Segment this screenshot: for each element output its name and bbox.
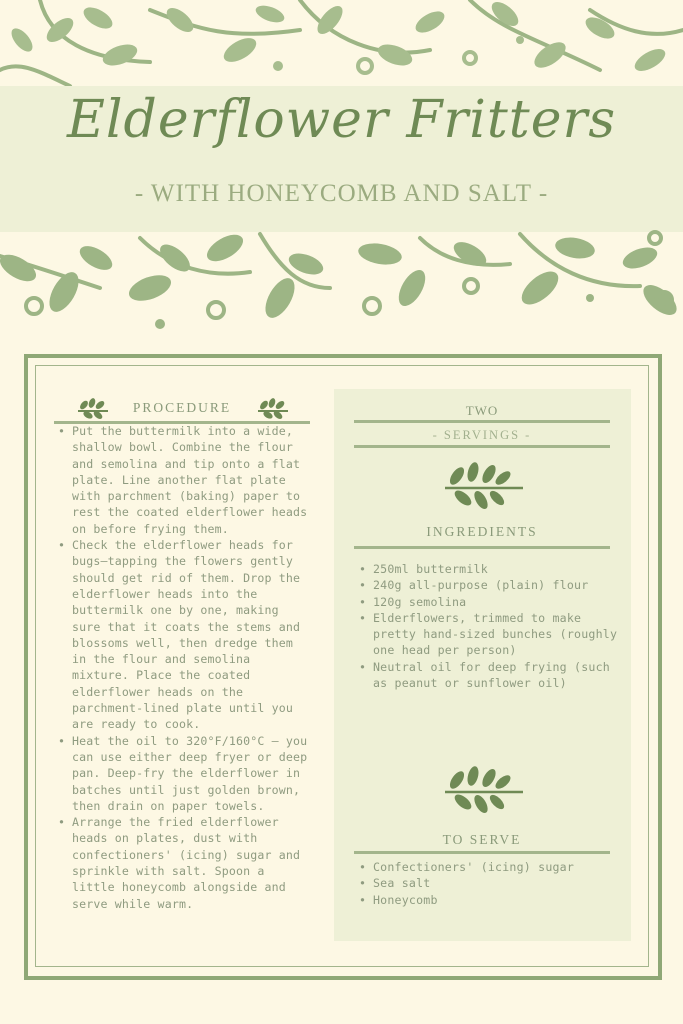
sprig-icon: [437, 456, 527, 510]
servings-count: TWO: [465, 403, 499, 418]
ingredients-divider: [354, 546, 610, 549]
servings-divider-bottom: [354, 445, 610, 448]
to-serve-item: • Sea salt: [357, 875, 619, 891]
ingredient-item: • Elderflowers, trimmed to make pretty hand-sized bunches (roughly one head per person): [357, 610, 619, 659]
ingredient-item: • 250ml buttermilk: [357, 561, 619, 577]
procedure-step: • Check the elderflower heads for bugs—tapping the flowers gently should get rid of them. Drop the elderflower heads into the buttermilk one by one, making sure that it coats the stems and blossoms well, then dredge them in the flour and semolina mixture. Place the coated elderflower heads on the parchment-lined plate until you are ready to cook.: [55, 537, 313, 733]
to-serve-heading: TO SERVE: [442, 832, 522, 847]
procedure-step: • Arrange the fried elderflower heads on plates, dust with confectioners' (icing) sugar and sprinkle with salt. Spoon a little honeycomb alongside and serve while warm.: [55, 814, 313, 912]
to-serve-item: • Honeycomb: [357, 892, 619, 908]
procedure-header: [54, 394, 310, 424]
ingredients-list: [357, 561, 619, 691]
servings-label: - SERVINGS -: [432, 428, 532, 442]
servings-divider-top: [354, 420, 610, 423]
ingredients-heading: INGREDIENTS: [426, 524, 538, 539]
to-serve-divider: [354, 851, 610, 854]
to-serve-list: [357, 859, 619, 908]
procedure-heading: PROCEDURE: [132, 400, 232, 415]
leaf-garland-bottom: [0, 228, 683, 356]
procedure-step: • Put the buttermilk into a wide, shallow bowl. Combine the flour and semolina and tip onto a flat plate. Line another flat plate with parchment (baking) paper to rest the coated elderflower heads on before frying them.: [55, 423, 313, 537]
ingredient-item: • 240g all-purpose (plain) flour: [357, 577, 619, 593]
sprig-icon: [437, 760, 527, 814]
procedure-list: [55, 423, 313, 912]
page-subtitle: - WITH HONEYCOMB AND SALT -: [134, 180, 549, 207]
procedure-step: • Heat the oil to 320°F/160°C – you can use either deep fryer or deep pan. Deep-fry the elderflower in batches until just golden brown, then drain on paper towels.: [55, 733, 313, 814]
ingredient-item: • 120g semolina: [357, 594, 619, 610]
ingredient-item: • Neutral oil for deep frying (such as peanut or sunflower oil): [357, 659, 619, 692]
to-serve-item: • Confectioners' (icing) sugar: [357, 859, 619, 875]
page-title: Elderflower Fritters: [66, 90, 617, 150]
leaf-garland-top: [0, 0, 683, 90]
